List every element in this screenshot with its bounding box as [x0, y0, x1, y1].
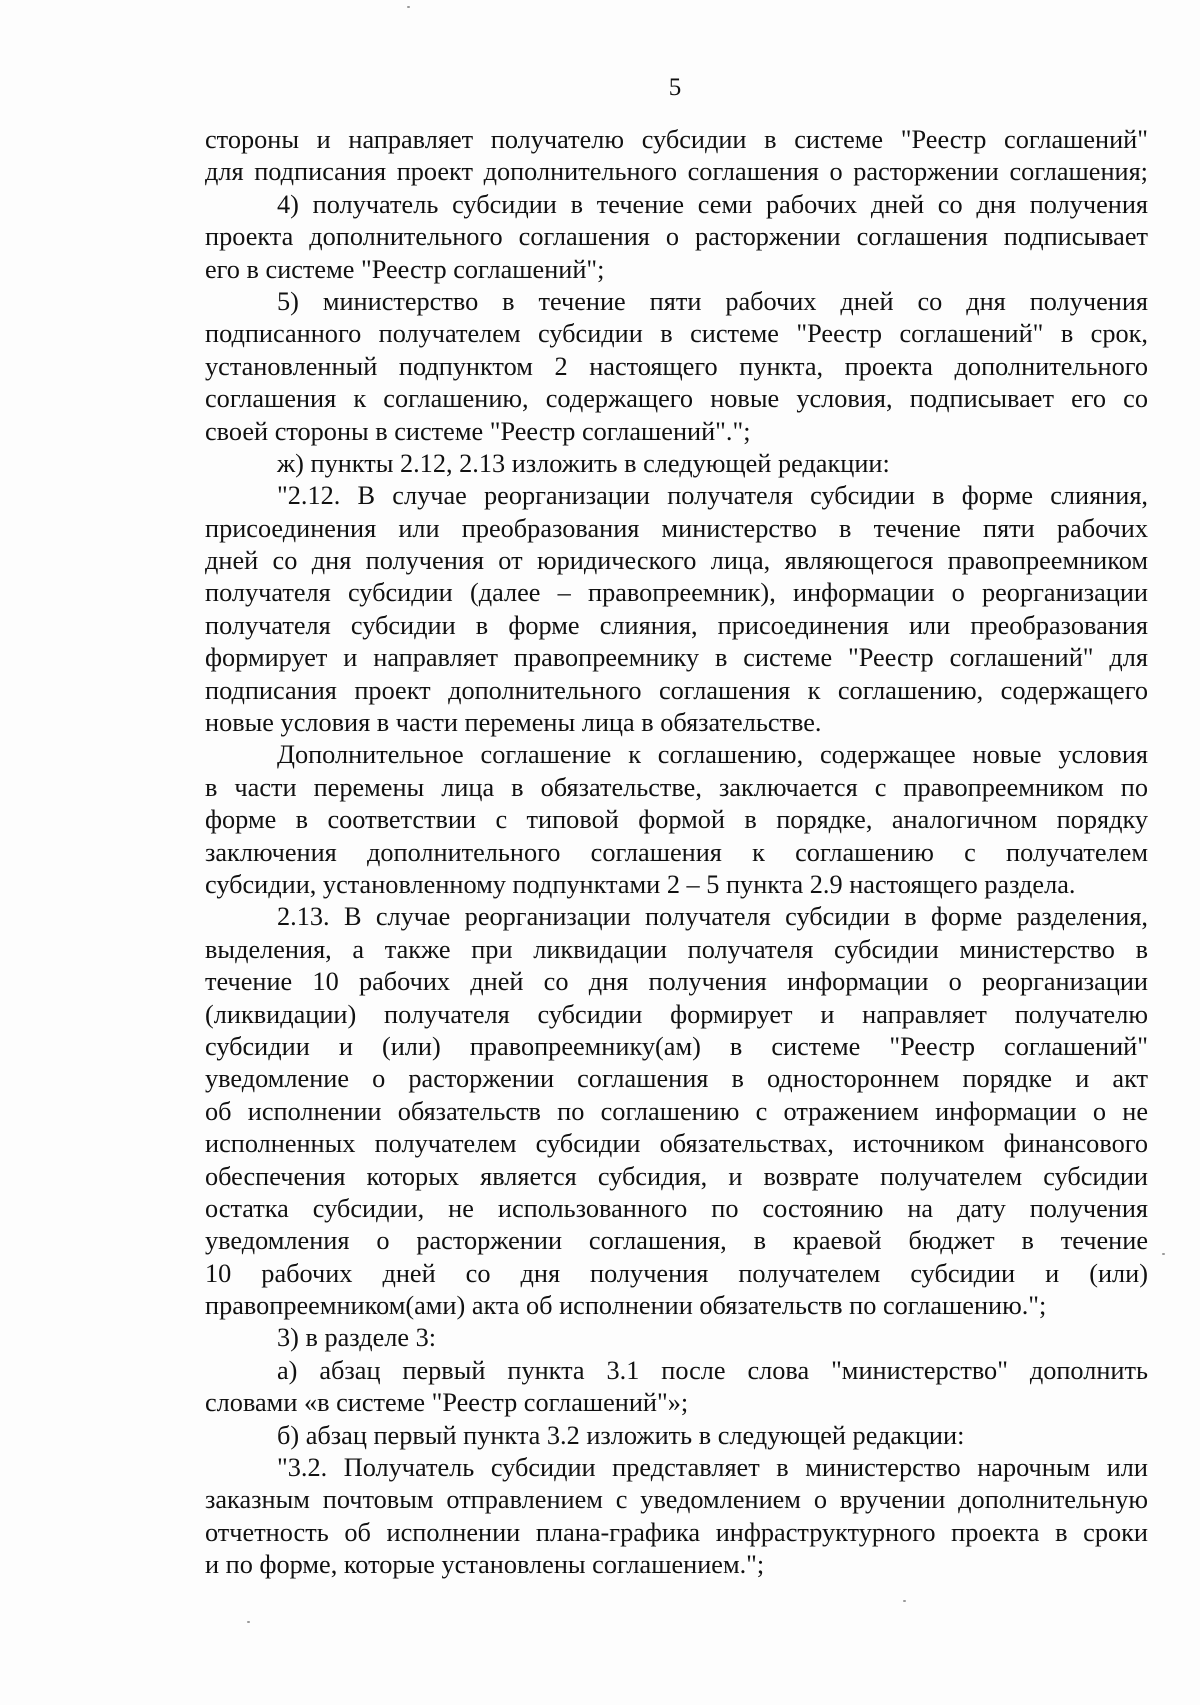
- text-line: "3.2. Получатель субсидии представляет в министерство нарочным или: [277, 1453, 1148, 1483]
- text-line: выделения, а также при ликвидации получателя субсидии министерство в: [205, 934, 1148, 964]
- text-line: ж) пункты 2.12, 2.13 изложить в следующей редакции:: [277, 448, 890, 478]
- scan-speck: [1162, 1253, 1165, 1255]
- text-line: Дополнительное соглашение к соглашению, содержащее новые условия: [277, 740, 1148, 770]
- text-line: его в системе "Реестр соглашений";: [205, 254, 605, 284]
- text-line: остатка субсидии, не использованного по состоянию на дату получения: [205, 1193, 1148, 1223]
- text-line: дней со дня получения от юридического лица, являющегося правопреемником: [205, 546, 1148, 576]
- text-line: словами «в системе "Реестр соглашений"»;: [205, 1388, 689, 1418]
- text-line: течение 10 рабочих дней со дня получения информации о реорганизации: [205, 967, 1148, 997]
- text-line: субсидии и (или) правопреемнику(ам) в системе "Реестр соглашений": [205, 1031, 1148, 1061]
- text-line: подписанного получателем субсидии в системе "Реестр соглашений" в срок,: [205, 319, 1148, 349]
- scan-speck: [247, 1621, 250, 1623]
- text-line: 4) получатель субсидии в течение семи рабочих дней со дня получения: [277, 189, 1148, 219]
- text-line: 10 рабочих дней со дня получения получателем субсидии и (или): [205, 1258, 1148, 1288]
- page-number: 5: [668, 74, 682, 101]
- text-line: формирует и направляет правопреемнику в системе "Реестр соглашений" для: [205, 643, 1148, 673]
- text-line: для подписания проект дополнительного соглашения о расторжении соглашения;: [205, 157, 1148, 187]
- text-line: подписания проект дополнительного соглашения к соглашению, содержащего: [205, 675, 1148, 705]
- text-line: новые условия в части перемены лица в обязательстве.: [205, 708, 822, 738]
- text-line: об исполнении обязательств по соглашению с отражением информации о не: [205, 1096, 1148, 1126]
- text-line: 3) в разделе 3:: [277, 1323, 437, 1353]
- text-line: установленный подпунктом 2 настоящего пункта, проекта дополнительного: [205, 351, 1148, 381]
- text-line: 2.13. В случае реорганизации получателя субсидии в форме разделения,: [277, 902, 1148, 932]
- text-line: заказным почтовым отправлением с уведомлением о вручении дополнительную: [205, 1485, 1148, 1515]
- body-text: [205, 124, 1148, 1582]
- text-line: обеспечения которых является субсидия, и возврате получателем субсидии: [205, 1161, 1148, 1191]
- text-line: проекта дополнительного соглашения о расторжении соглашения подписывает: [205, 222, 1148, 252]
- text-line: а) абзац первый пункта 3.1 после слова "министерство" дополнить: [277, 1355, 1148, 1385]
- text-line: заключения дополнительного соглашения к соглашению с получателем: [205, 837, 1148, 867]
- scan-speck: [903, 1600, 906, 1602]
- text-line: отчетность об исполнении плана-графика инфраструктурного проекта в сроки: [205, 1517, 1148, 1547]
- text-line: правопреемником(ами) акта об исполнении обязательств по соглашению.";: [205, 1291, 1047, 1321]
- text-line: "2.12. В случае реорганизации получателя субсидии в форме слияния,: [277, 481, 1148, 511]
- text-line: б) абзац первый пункта 3.2 изложить в следующей редакции:: [277, 1420, 965, 1450]
- text-line: своей стороны в системе "Реестр соглашений".";: [205, 416, 751, 446]
- text-line: форме в соответствии с типовой формой в порядке, аналогичном порядку: [205, 805, 1148, 835]
- text-line: соглашения к соглашению, содержащего новые условия, подписывает его со: [205, 384, 1148, 414]
- text-line: и по форме, которые установлены соглашением.";: [205, 1550, 765, 1580]
- text-line: уведомления о расторжении соглашения, в краевой бюджет в течение: [205, 1226, 1148, 1256]
- text-line: в части перемены лица в обязательстве, заключается с правопреемником по: [205, 772, 1148, 802]
- text-line: 5) министерство в течение пяти рабочих дней со дня получения: [277, 286, 1148, 316]
- text-line: субсидии, установленному подпунктами 2 – 5 пункта 2.9 настоящего раздела.: [205, 869, 1076, 899]
- text-line: уведомление о расторжении соглашения в одностороннем порядке и акт: [205, 1064, 1148, 1094]
- text-line: исполненных получателем субсидии обязательствах, источником финансового: [205, 1129, 1148, 1159]
- scan-speck: [407, 6, 410, 8]
- text-line: присоединения или преобразования министерство в течение пяти рабочих: [205, 513, 1148, 543]
- text-line: получателя субсидии в форме слияния, присоединения или преобразования: [205, 610, 1148, 640]
- text-line: стороны и направляет получателю субсидии в системе "Реестр соглашений": [205, 125, 1148, 154]
- text-line: (ликвидации) получателя субсидии формирует и направляет получателю: [205, 999, 1148, 1029]
- text-line: получателя субсидии (далее – правопреемник), информации о реорганизации: [205, 578, 1148, 608]
